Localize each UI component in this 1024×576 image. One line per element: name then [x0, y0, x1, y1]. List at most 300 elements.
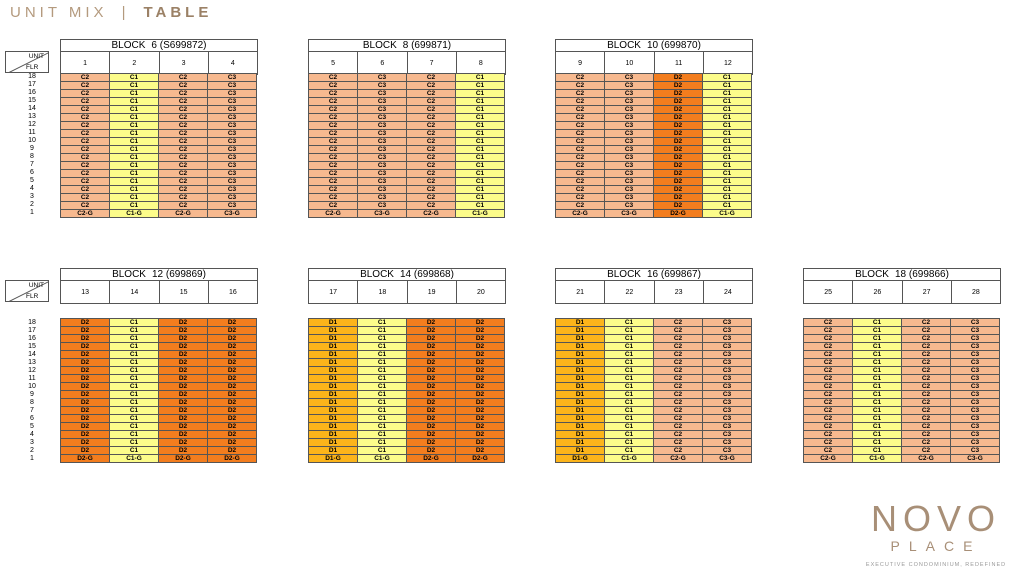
unit-type-cell: D2 — [407, 351, 456, 359]
unit-type-cell: C3 — [208, 90, 257, 98]
floor-row — [804, 407, 1000, 415]
unit-type-grid — [60, 318, 257, 463]
unit-type-cell: D1 — [556, 343, 605, 351]
unit-type-cell: C3 — [951, 351, 1000, 359]
unit-type-cell: C1 — [358, 351, 407, 359]
unit-type-cell: C3 — [605, 202, 654, 210]
floor-row — [556, 431, 752, 439]
unit-type-cell: C2 — [309, 98, 358, 106]
floor-row — [556, 146, 752, 154]
unit-type-cell: C2 — [407, 122, 456, 130]
unit-type-cell: D2 — [456, 375, 505, 383]
unit-type-cell: C3 — [358, 162, 407, 170]
unit-type-grid — [555, 318, 752, 463]
unit-type-cell: D2 — [654, 146, 703, 154]
floor-row — [61, 98, 257, 106]
unit-type-cell: D2 — [159, 327, 208, 335]
unit-type-cell: C2 — [159, 98, 208, 106]
unit-type-cell: C2 — [902, 351, 951, 359]
floor-label-8: 8 — [30, 153, 34, 160]
unit-type-cell: C1 — [853, 327, 902, 335]
unit-type-cell: C2 — [309, 170, 358, 178]
floor-row — [556, 162, 752, 170]
unit-type-cell: D1 — [309, 447, 358, 455]
unit-type-cell: D1 — [309, 439, 358, 447]
unit-type-cell: C2 — [804, 423, 853, 431]
floor-row — [61, 90, 257, 98]
unit-type-cell: C2 — [556, 106, 605, 114]
floor-row — [309, 106, 505, 114]
unit-number: 25 — [824, 288, 833, 296]
unit-type-cell: C2 — [309, 74, 358, 82]
floor-row — [804, 319, 1000, 327]
unit-type-grid — [803, 318, 1000, 463]
block-number: 16 (699867) — [646, 269, 701, 280]
unit-number: 19 — [407, 281, 456, 303]
unit-number: 26 — [852, 281, 901, 303]
unit-type-cell: C3 — [208, 74, 257, 82]
unit-type-cell: C3 — [358, 154, 407, 162]
block-header — [60, 39, 258, 51]
unit-type-cell: C2 — [654, 383, 703, 391]
unit-type-cell: D2 — [159, 423, 208, 431]
unit-columns — [555, 280, 753, 304]
floor-row — [556, 359, 752, 367]
unit-type-cell: C3 — [605, 114, 654, 122]
unit-type-cell: C1 — [110, 327, 159, 335]
unit-type-cell: C1 — [110, 98, 159, 106]
block-8 — [308, 39, 506, 217]
block-number: 14 (699868) — [399, 269, 454, 280]
unit-type-cell: C2 — [61, 74, 110, 82]
unit-type-cell: C2 — [61, 138, 110, 146]
unit-type-cell: C1 — [110, 415, 159, 423]
unit-type-cell: C1 — [456, 154, 505, 162]
unit-number: 24 — [703, 281, 752, 303]
unit-type-cell: C1 — [853, 407, 902, 415]
unit-type-cell: D2 — [456, 447, 505, 455]
unit-type-cell: C1 — [703, 194, 752, 202]
unit-type-cell: C1 — [110, 74, 159, 82]
unit-type-cell: C3 — [605, 82, 654, 90]
unit-type-cell: D2 — [407, 359, 456, 367]
block-header — [308, 268, 506, 280]
floor-row — [556, 415, 752, 423]
unit-type-cell: C2 — [407, 90, 456, 98]
unit-columns — [308, 51, 506, 75]
unit-type-cell: D2 — [208, 343, 257, 351]
unit-type-cell: C2-G — [159, 210, 208, 218]
unit-type-cell: C2 — [61, 202, 110, 210]
unit-type-cell: C1 — [605, 327, 654, 335]
floor-row — [309, 154, 505, 162]
floor-row — [556, 74, 752, 82]
floor-row — [309, 359, 505, 367]
unit-type-cell: C2 — [902, 375, 951, 383]
unit-type-cell: C3 — [605, 130, 654, 138]
floor-row — [61, 359, 257, 367]
unit-number: 22 — [604, 281, 653, 303]
unit-type-cell: C1-G — [703, 210, 752, 218]
unit-type-cell: C1 — [605, 447, 654, 455]
unit-type-cell: C3-G — [358, 210, 407, 218]
unit-type-cell: C1 — [456, 146, 505, 154]
floor-row — [804, 367, 1000, 375]
unit-type-cell: D2 — [159, 335, 208, 343]
unit-type-cell: C1-G — [110, 455, 159, 463]
unit-type-cell: C3 — [208, 194, 257, 202]
floor-row — [804, 455, 1000, 463]
unit-type-cell: C3 — [951, 399, 1000, 407]
floor-row — [556, 154, 752, 162]
unit-type-cell: C2 — [654, 391, 703, 399]
block-number: 12 (699869) — [151, 269, 206, 280]
unit-type-cell: D1-G — [556, 455, 605, 463]
unit-type-cell: C1-G — [110, 210, 159, 218]
floor-row — [556, 383, 752, 391]
unit-type-cell: C2 — [407, 194, 456, 202]
floor-row — [804, 343, 1000, 351]
unit-type-cell: C3 — [605, 74, 654, 82]
unit-type-cell: C2 — [159, 90, 208, 98]
unit-type-cell: D2 — [208, 351, 257, 359]
unit-type-cell: C2 — [902, 327, 951, 335]
logo-name: NOVO — [870, 498, 1001, 539]
unit-number: 17 — [329, 288, 338, 296]
unit-type-cell: D2 — [208, 383, 257, 391]
unit-type-cell: C3 — [208, 186, 257, 194]
block-label: BLOCK — [360, 269, 394, 280]
unit-type-cell: C2 — [804, 383, 853, 391]
floor-row — [61, 178, 257, 186]
unit-type-cell: D2 — [654, 202, 703, 210]
unit-type-cell: D1 — [309, 407, 358, 415]
unit-type-cell: C3 — [951, 447, 1000, 455]
unit-number: 11 — [654, 52, 703, 74]
unit-type-cell: D2 — [654, 74, 703, 82]
floor-label-15: 15 — [28, 97, 36, 104]
unit-type-cell: D2 — [407, 327, 456, 335]
unit-type-cell: C2 — [556, 138, 605, 146]
unit-type-cell: C2 — [556, 90, 605, 98]
unit-type-cell: D2-G — [407, 455, 456, 463]
unit-type-cell: C2 — [159, 106, 208, 114]
floor-row — [309, 130, 505, 138]
unit-type-cell: D1 — [309, 431, 358, 439]
unit-type-cell: D2 — [407, 423, 456, 431]
unit-type-cell: C2 — [804, 375, 853, 383]
unit-type-cell: D1 — [556, 367, 605, 375]
unit-type-cell: C1 — [605, 343, 654, 351]
unit-type-cell: C1 — [110, 146, 159, 154]
unit-type-cell: C3 — [703, 447, 752, 455]
unit-number: 1 — [83, 59, 88, 67]
unit-type-cell: C2 — [654, 367, 703, 375]
unit-number: 23 — [654, 281, 703, 303]
unit-type-cell: D2 — [61, 367, 110, 375]
unit-number: 14 — [109, 281, 158, 303]
floor-label: FLR — [26, 64, 39, 71]
unit-type-cell: C1 — [853, 359, 902, 367]
unit-type-cell: C1 — [110, 367, 159, 375]
unit-type-cell: C1 — [605, 407, 654, 415]
floor-row — [309, 383, 505, 391]
unit-type-cell: D2 — [407, 431, 456, 439]
unit-type-cell: D2 — [654, 194, 703, 202]
block-label: BLOCK — [111, 40, 146, 51]
unit-type-cell: C1 — [605, 359, 654, 367]
unit-type-cell: C3 — [358, 90, 407, 98]
unit-type-cell: C2 — [902, 383, 951, 391]
unit-type-cell: C1 — [703, 146, 752, 154]
unit-type-cell: C1 — [358, 407, 407, 415]
floor-row — [309, 114, 505, 122]
unit-type-cell: C3 — [703, 351, 752, 359]
unit-type-cell: C2 — [159, 194, 208, 202]
floor-row — [556, 423, 752, 431]
unit-type-cell: D2 — [407, 383, 456, 391]
floor-row — [61, 130, 257, 138]
floor-row — [556, 194, 752, 202]
block-number: 18 (699866) — [894, 269, 949, 280]
unit-type-cell: D2 — [456, 343, 505, 351]
unit-type-cell: C1 — [703, 90, 752, 98]
unit-type-cell: C2-G — [309, 210, 358, 218]
unit-number: 21 — [576, 288, 585, 296]
unit-type-cell: D2 — [159, 343, 208, 351]
unit-type-cell: D2 — [159, 399, 208, 407]
unit-type-cell: D1 — [556, 327, 605, 335]
unit-type-cell: C3 — [951, 335, 1000, 343]
unit-type-cell: C2 — [654, 415, 703, 423]
unit-type-cell: C1 — [605, 415, 654, 423]
unit-type-cell: D2 — [61, 391, 110, 399]
unit-type-cell: D2 — [407, 375, 456, 383]
floor-label-9: 9 — [30, 145, 34, 152]
unit-type-cell: C1 — [358, 319, 407, 327]
unit-type-cell: C3 — [951, 407, 1000, 415]
unit-type-cell: C1 — [605, 399, 654, 407]
floor-row — [556, 98, 752, 106]
unit-type-cell: C3 — [703, 343, 752, 351]
block-label: BLOCK — [855, 269, 889, 280]
unit-type-cell: C2 — [654, 399, 703, 407]
unit-type-cell: C1 — [358, 431, 407, 439]
floor-label-2: 2 — [30, 201, 34, 208]
unit-type-cell: C2 — [804, 415, 853, 423]
unit-type-cell: C2 — [61, 154, 110, 162]
unit-type-cell: C3-G — [703, 455, 752, 463]
floor-row — [556, 202, 752, 210]
unit-type-cell: D2 — [61, 375, 110, 383]
block-header — [555, 39, 753, 51]
unit-type-cell: D1 — [556, 383, 605, 391]
unit-type-cell: C3 — [703, 335, 752, 343]
unit-type-cell: C2 — [556, 114, 605, 122]
unit-floor-header-bottom — [5, 280, 49, 302]
unit-type-cell: D2 — [654, 170, 703, 178]
unit-type-cell: C2 — [902, 319, 951, 327]
unit-type-cell: C1 — [853, 335, 902, 343]
floor-row — [556, 399, 752, 407]
floor-row — [804, 423, 1000, 431]
floor-row — [556, 82, 752, 90]
unit-type-cell: D1 — [556, 319, 605, 327]
floor-row — [61, 327, 257, 335]
unit-type-cell: D2 — [159, 359, 208, 367]
unit-type-cell: D2 — [208, 415, 257, 423]
unit-type-cell: D2 — [61, 399, 110, 407]
logo-sub: PLACE — [890, 538, 982, 554]
unit-type-cell: D2 — [159, 407, 208, 415]
unit-type-cell: C1 — [853, 415, 902, 423]
unit-type-cell: C2 — [309, 202, 358, 210]
title-suffix: TABLE — [143, 4, 213, 21]
unit-type-cell: C3 — [951, 319, 1000, 327]
unit-type-cell: D2 — [61, 439, 110, 447]
unit-type-cell: D2 — [61, 415, 110, 423]
unit-type-cell: C1 — [110, 106, 159, 114]
unit-columns — [803, 280, 1001, 304]
unit-type-cell: D2-G — [208, 455, 257, 463]
floor-row — [61, 162, 257, 170]
floor-row — [804, 359, 1000, 367]
unit-type-cell: D2 — [61, 431, 110, 439]
unit-type-cell: C3 — [951, 383, 1000, 391]
floor-row — [309, 431, 505, 439]
unit-type-cell: C3 — [951, 431, 1000, 439]
unit-type-cell: C2 — [309, 82, 358, 90]
unit-type-cell: D2-G — [654, 210, 703, 218]
unit-type-cell: C3 — [703, 375, 752, 383]
unit-type-cell: D2 — [654, 98, 703, 106]
floor-label-11: 11 — [28, 129, 36, 136]
floor-row — [804, 335, 1000, 343]
unit-type-cell: C1 — [605, 335, 654, 343]
unit-type-cell: C3 — [605, 186, 654, 194]
unit-type-cell: D1 — [309, 351, 358, 359]
unit-type-cell: D2 — [407, 447, 456, 455]
unit-type-cell: C1 — [110, 82, 159, 90]
floor-row — [61, 407, 257, 415]
block-header — [555, 268, 753, 280]
unit-type-cell: D2 — [456, 367, 505, 375]
unit-type-cell: C1 — [853, 399, 902, 407]
unit-type-cell: C2 — [654, 319, 703, 327]
unit-type-cell: C2 — [556, 194, 605, 202]
floor-row — [61, 335, 257, 343]
unit-type-cell: C1 — [703, 162, 752, 170]
unit-type-cell: D2 — [407, 399, 456, 407]
unit-type-cell: C3 — [951, 375, 1000, 383]
unit-type-cell: C3 — [358, 130, 407, 138]
unit-type-cell: C2 — [407, 138, 456, 146]
unit-type-cell: D2 — [208, 367, 257, 375]
unit-type-cell: C1 — [456, 74, 505, 82]
unit-number: 27 — [902, 281, 951, 303]
unit-type-cell: C1 — [358, 375, 407, 383]
unit-type-cell: C3 — [358, 106, 407, 114]
floor-label-13: 13 — [28, 113, 36, 120]
unit-type-cell: C2 — [556, 162, 605, 170]
unit-label: UNIT — [28, 53, 44, 60]
unit-type-cell: C1 — [605, 439, 654, 447]
unit-type-cell: C3 — [208, 202, 257, 210]
unit-number: 5 — [331, 59, 336, 67]
title-separator: | — [121, 4, 130, 21]
unit-type-cell: C3 — [208, 154, 257, 162]
unit-type-cell: C3 — [605, 194, 654, 202]
unit-type-cell: D2 — [456, 359, 505, 367]
floor-row — [61, 431, 257, 439]
unit-type-cell: C1 — [110, 130, 159, 138]
floor-row — [309, 391, 505, 399]
unit-type-cell: C2 — [556, 154, 605, 162]
unit-type-cell: C1 — [605, 383, 654, 391]
unit-type-cell: C3 — [208, 98, 257, 106]
unit-type-cell: C3 — [951, 415, 1000, 423]
unit-type-cell: C2 — [159, 162, 208, 170]
unit-type-cell: C1 — [110, 178, 159, 186]
unit-type-cell: C2 — [556, 74, 605, 82]
unit-type-cell: C1 — [605, 375, 654, 383]
unit-type-cell: D2 — [654, 90, 703, 98]
unit-type-cell: D2 — [407, 335, 456, 343]
unit-type-cell: C1 — [110, 391, 159, 399]
floor-row — [309, 122, 505, 130]
unit-type-cell: C2 — [654, 407, 703, 415]
unit-type-cell: C1 — [703, 98, 752, 106]
unit-type-cell: D2 — [208, 407, 257, 415]
unit-type-cell: D2 — [159, 431, 208, 439]
floor-row — [309, 186, 505, 194]
floor-row — [61, 170, 257, 178]
unit-type-cell: C2 — [654, 343, 703, 351]
unit-type-cell: C2 — [902, 391, 951, 399]
unit-type-cell: C1 — [853, 343, 902, 351]
block-16 — [555, 268, 753, 462]
floor-row — [309, 423, 505, 431]
unit-number: 3 — [159, 52, 208, 74]
unit-type-cell: C3 — [358, 186, 407, 194]
floor-row — [309, 343, 505, 351]
unit-type-cell: D2 — [208, 391, 257, 399]
unit-type-cell: C2 — [902, 423, 951, 431]
unit-type-cell: D2 — [456, 383, 505, 391]
unit-type-cell: C1 — [703, 138, 752, 146]
unit-type-cell: D2 — [61, 359, 110, 367]
floor-label-16: 16 — [28, 335, 36, 342]
unit-type-cell: C2-G — [61, 210, 110, 218]
unit-type-cell: C1 — [853, 383, 902, 391]
unit-type-cell: C3 — [605, 154, 654, 162]
unit-type-cell: C2 — [407, 202, 456, 210]
floor-row — [804, 399, 1000, 407]
floor-row — [309, 415, 505, 423]
unit-type-cell: C1 — [703, 154, 752, 162]
unit-type-cell: C1 — [358, 399, 407, 407]
unit-type-cell: C1 — [456, 202, 505, 210]
unit-type-cell: C1 — [110, 431, 159, 439]
block-number: 6 (S699872) — [151, 40, 207, 51]
unit-type-cell: C2 — [61, 98, 110, 106]
unit-type-cell: C2 — [159, 130, 208, 138]
unit-type-cell: C3 — [208, 114, 257, 122]
unit-type-cell: C1 — [605, 391, 654, 399]
unit-type-cell: C2 — [654, 423, 703, 431]
unit-type-cell: C1 — [605, 367, 654, 375]
unit-type-grid — [308, 73, 505, 218]
